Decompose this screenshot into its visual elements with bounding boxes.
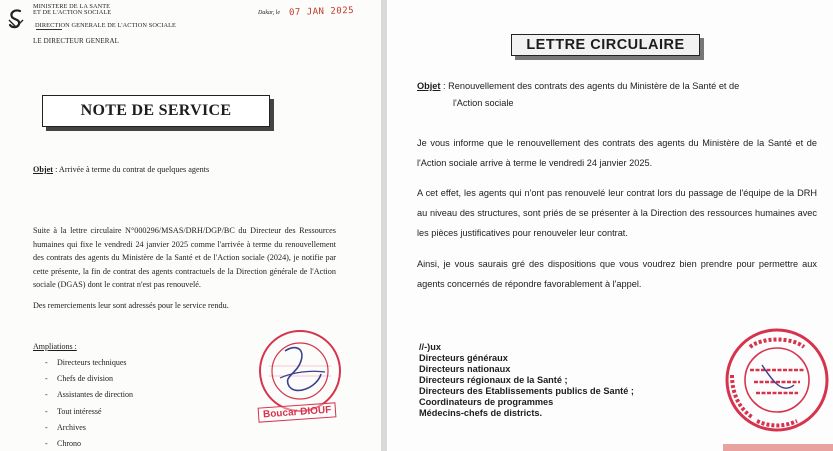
- drh-official-stamp-icon: [722, 325, 832, 435]
- body-paragraph-3: Ainsi, je vous saurais gré des dispositions que vous voudrez bien prendre pour permettre aux agents concernés de répondre favorablement à l'appel.: [417, 259, 817, 289]
- list-item: - Chrono: [45, 436, 133, 451]
- body-paragraph-2: Des remerciements leur sont adressés pour le service rendu.: [33, 301, 229, 310]
- list-item: - Directeurs techniques: [45, 355, 133, 371]
- list-item: - Archives: [45, 420, 133, 436]
- body-paragraph-1: Je vous informe que le renouvellement des contrats des agents du Ministère de la Santé et de l'Action sociale arrive à terme le vendredi 24 janvier 2025.: [417, 138, 817, 168]
- objet-text: : Arrivée à terme du contrat de quelques agents: [53, 165, 210, 174]
- objet-label: Objet: [33, 165, 54, 174]
- ministry-line-2: ET DE L'ACTION SOCIALE: [33, 9, 112, 16]
- list-item: Directeurs généraux: [419, 353, 508, 363]
- date-stamp: 07 JAN 2025: [288, 5, 355, 19]
- list-item: - Chefs de division: [45, 371, 133, 387]
- objet-label: Objet: [417, 81, 441, 91]
- objet-text-line-2: l'Action sociale: [453, 98, 514, 108]
- list-item: - Assistantes de direction: [45, 387, 133, 403]
- header-divider: [36, 29, 62, 30]
- ampliations-list: [45, 355, 133, 451]
- body-paragraph-2: A cet effet, les agents qui n'ont pas renouvelé leur contrat lors du passage de l'équipe de la DRH au niveau des structures, sont priés de se présenter à la Direction des ressources humaines avec les pièces justificatives pour renouveler leur contrat.: [417, 188, 817, 238]
- objet-block: [417, 78, 817, 112]
- list-item: - Tout intéressé: [45, 404, 133, 420]
- document-title: LETTRE CIRCULAIRE: [511, 34, 700, 56]
- signatory-title: LE DIRECTEUR GENERAL: [33, 37, 119, 45]
- ampliations-title: Ampliations :: [33, 342, 77, 351]
- ministry-line-1: MINISTERE DE LA SANTE: [33, 3, 111, 10]
- place-label: Dakar, le: [258, 10, 280, 16]
- list-item: //-)ux: [419, 342, 441, 352]
- list-item: Directeurs nationaux: [419, 364, 511, 374]
- stamp-edge: [723, 444, 833, 451]
- signature-name-stamp: Boucar DIOUF: [258, 402, 337, 422]
- list-item: Coordinateurs de programmes: [419, 397, 554, 407]
- lettre-circulaire-page: [387, 0, 833, 451]
- direction-name: DIRECTION GENERALE DE L'ACTION SOCIALE: [35, 22, 176, 29]
- objet-line: [33, 165, 209, 174]
- list-item: Directeurs des Etablissements publics de Santé ;: [419, 386, 634, 396]
- note-de-service-page: [0, 0, 381, 451]
- objet-text-line-1: : Renouvellement des contrats des agents du Ministère de la Santé et de: [440, 81, 740, 91]
- list-item: Médecins-chefs de districts.: [419, 408, 543, 418]
- recipients-list: [419, 342, 634, 419]
- list-item: Directeurs régionaux de la Santé ;: [419, 375, 568, 385]
- ministry-emblem-icon: [7, 8, 25, 30]
- body-paragraph-1: Suite à la lettre circulaire N°000296/MSAS/DRH/DGP/BC du Directeur des Ressources humaines qui fixe le vendredi 24 janvier 2025 comme l'arrivée à terme du renouvellement des contrats des agents du Ministère de la Santé et de l'Action sociale (2024), je notifie par cette présente, la fin de contrat des agents contractuels de la Direction générale de l'Action sociale (DGAS) dont le contrat n'est pas renouvelé.: [33, 226, 336, 290]
- document-title: NOTE DE SERVICE: [42, 95, 270, 127]
